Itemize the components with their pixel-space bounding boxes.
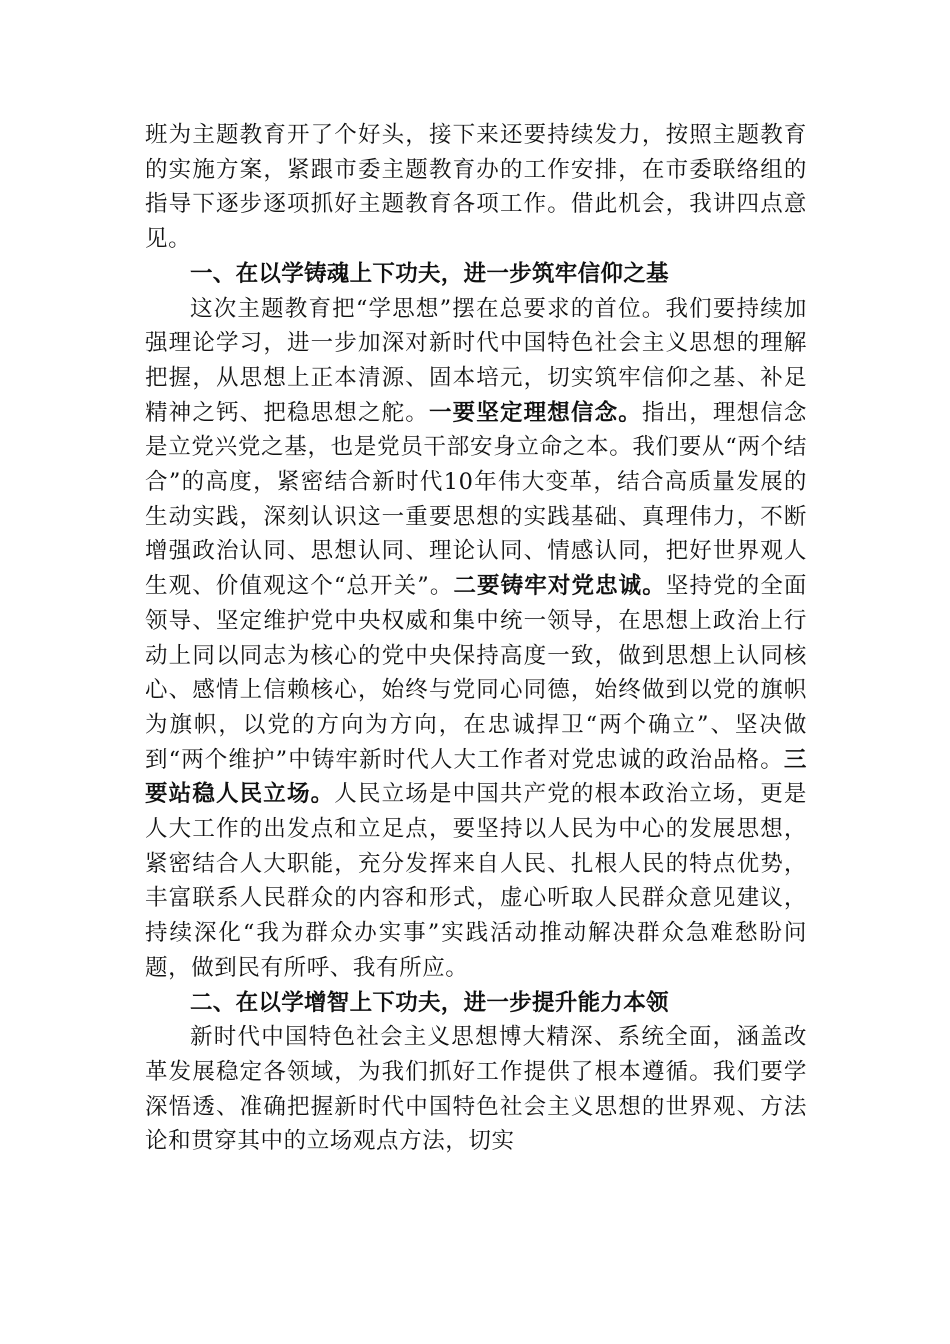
section-1-text-4: 人民立场是中国共产党的根本政治立场，更是人大工作的出发点和立足点，要坚持以人民为中心的发展思想，紧密结合人大职能，充分发挥来自人民、扎根人民的特点优势，丰富联系人民群众的内容和形式，虚心听取人民群众意见建议，持续深化“我为群众办实事”实践活动推动解决群众急难愁盼问题，做到民有所呼、我有所应。 — [145, 781, 807, 981]
document-page — [145, 118, 807, 1159]
section-heading-2: 二、在以学增智上下功夫，进一步提升能力本领 — [190, 989, 669, 1016]
section-1-paragraph — [145, 292, 807, 986]
paragraph-intro: 班为主题教育开了个好头，接下来还要持续发力，按照主题教育的实施方案，紧跟市委主题教育办的工作安排，在市委联络组的指导下逐步逐项抓好主题教育各项工作。借此机会，我讲四点意见。 — [145, 122, 807, 253]
section-1-point-3-title: 三要站稳人民立场。 — [145, 746, 807, 808]
section-heading-1: 一、在以学铸魂上下功夫，进一步筑牢信仰之基 — [190, 260, 669, 287]
section-1-text-1: 这次主题教育把“学思想”摆在总要求的首位。我们要持续加强理论学习，进一步加深对新时代中国特色社会主义思想的理解把握，从思想上正本清源、固本培元，切实筑牢信仰之基、补足精神之钙、把稳思想之舵。 — [145, 295, 807, 426]
section-1-text-3: 坚持党的全面领导、坚定维护党中央权威和集中统一领导，在思想上政治上行动上同以同志为核心的党中央保持高度一致，做到思想上认同核心、感情上信赖核心，始终与党同心同德，始终做到以党的旗帜为旗帜，以党的方向为方向，在忠诚捍卫“两个确立”、坚决做到“两个维护”中铸牢新时代人大工作者对党忠诚的政治品格。 — [145, 573, 808, 773]
section-1-point-1-title: 一要坚定理想信念。 — [428, 399, 642, 426]
section-2-paragraph: 新时代中国特色社会主义思想博大精深、系统全面，涵盖改革发展稳定各领域，为我们抓好工作提供了根本遵循。我们要学深悟透、准确把握新时代中国特色社会主义思想的世界观、方法论和贯穿其中的立场观点方法，切实 — [145, 1024, 807, 1155]
section-1-point-2-title: 二要铸牢对党忠诚。 — [453, 573, 666, 600]
section-1-text-2: 指出，理想信念是立党兴党之基，也是党员干部安身立命之本。我们要从“两个结合”的高度，紧密结合新时代10年伟大变革，结合高质量发展的生动实践，深刻认识这一重要思想的实践基础、真理伟力，不断增强政治认同、思想认同、理论认同、情感认同，把好世界观人生观、价值观这个“总开关”。 — [145, 399, 807, 600]
